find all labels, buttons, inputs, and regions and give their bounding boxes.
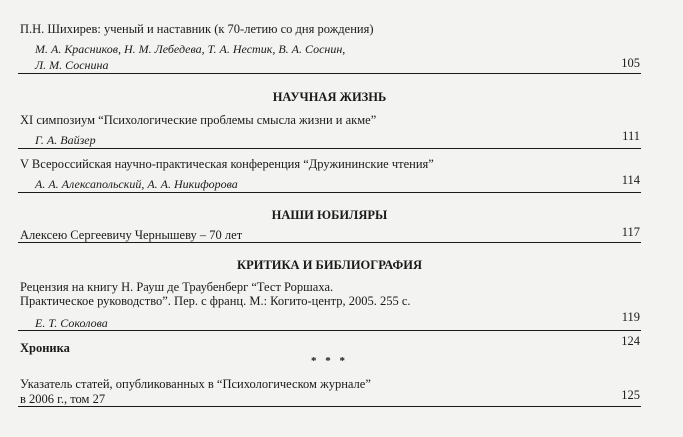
- entry-authors: Е. Т. Соколова: [35, 316, 108, 330]
- rule: [18, 148, 641, 149]
- page-number: 105: [621, 56, 640, 70]
- entry-title: в 2006 г., том 27: [20, 392, 106, 406]
- page-number: 125: [621, 388, 640, 402]
- entry-title: Алексею Сергеевичу Чернышеву – 70 лет: [20, 228, 243, 242]
- separator: * * *: [311, 355, 348, 367]
- entry-title: XI симпозиум “Психологические проблемы смысла жизни и акме”: [20, 113, 377, 127]
- rule: [18, 242, 641, 243]
- entry-authors: Г. А. Вайзер: [35, 133, 96, 147]
- rule: [18, 192, 641, 193]
- page-number: 119: [621, 310, 640, 324]
- page-number: 117: [621, 225, 640, 239]
- section-heading: НАШИ ЮБИЛЯРЫ: [271, 208, 388, 222]
- page-number: 114: [621, 173, 640, 187]
- rule: [18, 73, 641, 74]
- entry-title: Хроника: [20, 341, 70, 355]
- page-number: 111: [622, 129, 640, 143]
- entry-title: Практическое руководство”. Пер. с франц. М.: Когито-центр, 2005. 255 с.: [20, 294, 411, 308]
- entry-authors: Л. М. Соснина: [35, 58, 109, 72]
- entry-title: Указатель статей, опубликованных в “Психологическом журнале”: [20, 377, 371, 391]
- entry-authors: А. А. Алексапольский, А. А. Никифорова: [35, 177, 238, 191]
- page-number: 124: [621, 334, 640, 348]
- rule: [18, 330, 641, 331]
- rule: [18, 406, 641, 407]
- entry-title: Рецензия на книгу Н. Рауш де Траубенберг “Тест Роршаха.: [20, 280, 334, 294]
- section-heading: НАУЧНАЯ ЖИЗНЬ: [272, 90, 387, 104]
- section-heading: КРИТИКА И БИБЛИОГРАФИЯ: [237, 258, 422, 272]
- entry-title: П.Н. Шихирев: ученый и наставник (к 70-летию со дня рождения): [20, 22, 374, 36]
- entry-title: V Всероссийская научно-практическая конференция “Дружининские чтения”: [20, 157, 434, 171]
- entry-authors: М. А. Красников, Н. М. Лебедева, Т. А. Нестик, В. А. Соснин,: [35, 42, 346, 56]
